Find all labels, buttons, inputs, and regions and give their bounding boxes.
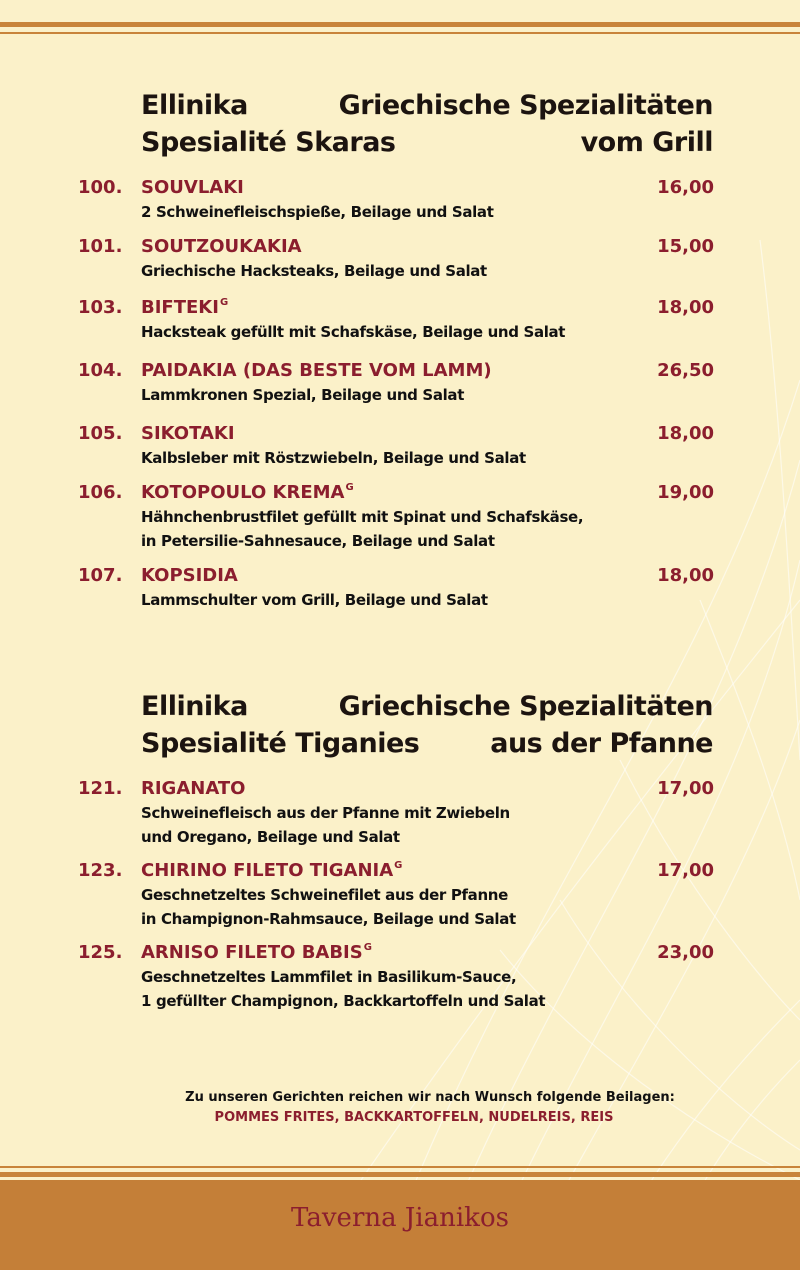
- top-border-thin-line: [0, 32, 800, 34]
- item-name: KOTOPOULO $KREMA^G$: [141, 482, 354, 503]
- section-1-title-right: Griechische Spezialitäten vom Grill: [338, 90, 713, 158]
- item-price: 26,50: [657, 360, 714, 381]
- item-number: 125.: [78, 942, 123, 963]
- item-number: 104.: [78, 360, 123, 381]
- item-description: Lammkronen Spezial, Beilage und Salat: [141, 386, 465, 404]
- item-name: PAIDAKIA (DAS BESTE VOM LAMM): [141, 360, 492, 381]
- item-name: RIGANATO: [141, 778, 246, 799]
- item-description: Griechische Hacksteaks, Beilage und Salat: [141, 262, 487, 280]
- item-name: CHIRINO FILETO $TIGANIA^G$: [141, 860, 403, 881]
- item-description: Kalbsleber mit Röstzwiebeln, Beilage und Salat: [141, 449, 526, 467]
- item-number: 107.: [78, 565, 123, 586]
- item-number: 100.: [78, 177, 123, 198]
- item-description: Schweinefleisch aus der Pfanne mit Zwiebeln und Oregano, Beilage und Salat: [141, 804, 510, 846]
- item-price: 18,00: [657, 565, 714, 586]
- item-description: Hacksteak gefüllt mit Schafskäse, Beilage und Salat: [141, 323, 566, 341]
- side-dishes-note: Zu unseren Gerichten reichen wir nach Wunsch folgende Beilagen:: [185, 1090, 675, 1105]
- section-2-title-right: Griechische Spezialitäten aus der Pfanne: [338, 691, 713, 759]
- item-number: 101.: [78, 236, 123, 257]
- item-number: 123.: [78, 860, 123, 881]
- item-description: Geschnetzeltes Schweinefilet aus der Pfanne in Champignon-Rahmsauce, Beilage und Salat: [141, 886, 516, 928]
- item-name: SOUVLAKI: [141, 177, 244, 198]
- item-price: 19,00: [657, 482, 714, 503]
- allergen-marker: G: [345, 482, 354, 493]
- item-description: 2 Schweinefleischspieße, Beilage und Salat: [141, 203, 494, 221]
- item-number: 121.: [78, 778, 123, 799]
- item-name: KOPSIDIA: [141, 565, 238, 586]
- allergen-marker: G: [219, 297, 229, 308]
- item-description: Hähnchenbrustfilet gefüllt mit Spinat und Schafskäse, in Petersilie-Sahnesauce, Beilage und Salat: [141, 508, 584, 550]
- item-price: 18,00: [657, 423, 714, 444]
- item-price: 23,00: [657, 942, 714, 963]
- item-description: Lammschulter vom Grill, Beilage und Salat: [141, 591, 488, 609]
- side-dishes-list: POMMES FRITES, BACKKARTOFFELN, NUDELREIS, REIS: [214, 1110, 614, 1125]
- item-price: 17,00: [657, 860, 714, 881]
- section-2-title-left: Ellinika Spesialité Tiganies: [141, 691, 420, 759]
- bottom-border-line: [0, 1172, 800, 1177]
- allergen-marker: G: [363, 942, 372, 953]
- item-number: 105.: [78, 423, 123, 444]
- item-description: Geschnetzeltes Lammfilet in Basilikum-Sauce, 1 gefüllter Champignon, Backkartoffeln und Salat: [141, 968, 546, 1010]
- item-price: 18,00: [657, 297, 714, 318]
- item-name: SIKOTAKI: [141, 423, 235, 444]
- item-price: 16,00: [657, 177, 714, 198]
- item-name: ARNISO FILETO $BABIS^G$: [141, 942, 372, 963]
- item-name: SOUTZOUKAKIA: [141, 236, 302, 257]
- item-price: 17,00: [657, 778, 714, 799]
- section-1-title-left: Ellinika Spesialité Skaras: [141, 90, 396, 158]
- bottom-border-thin-line: [0, 1166, 800, 1168]
- item-number: 106.: [78, 482, 123, 503]
- top-border-line: [0, 22, 800, 27]
- allergen-marker: G: [394, 860, 403, 871]
- item-name: $BIFTEKI^G$: [141, 297, 229, 318]
- item-price: 15,00: [657, 236, 714, 257]
- restaurant-name: Taverna Jianikos: [291, 1203, 509, 1233]
- item-number: 103.: [78, 297, 123, 318]
